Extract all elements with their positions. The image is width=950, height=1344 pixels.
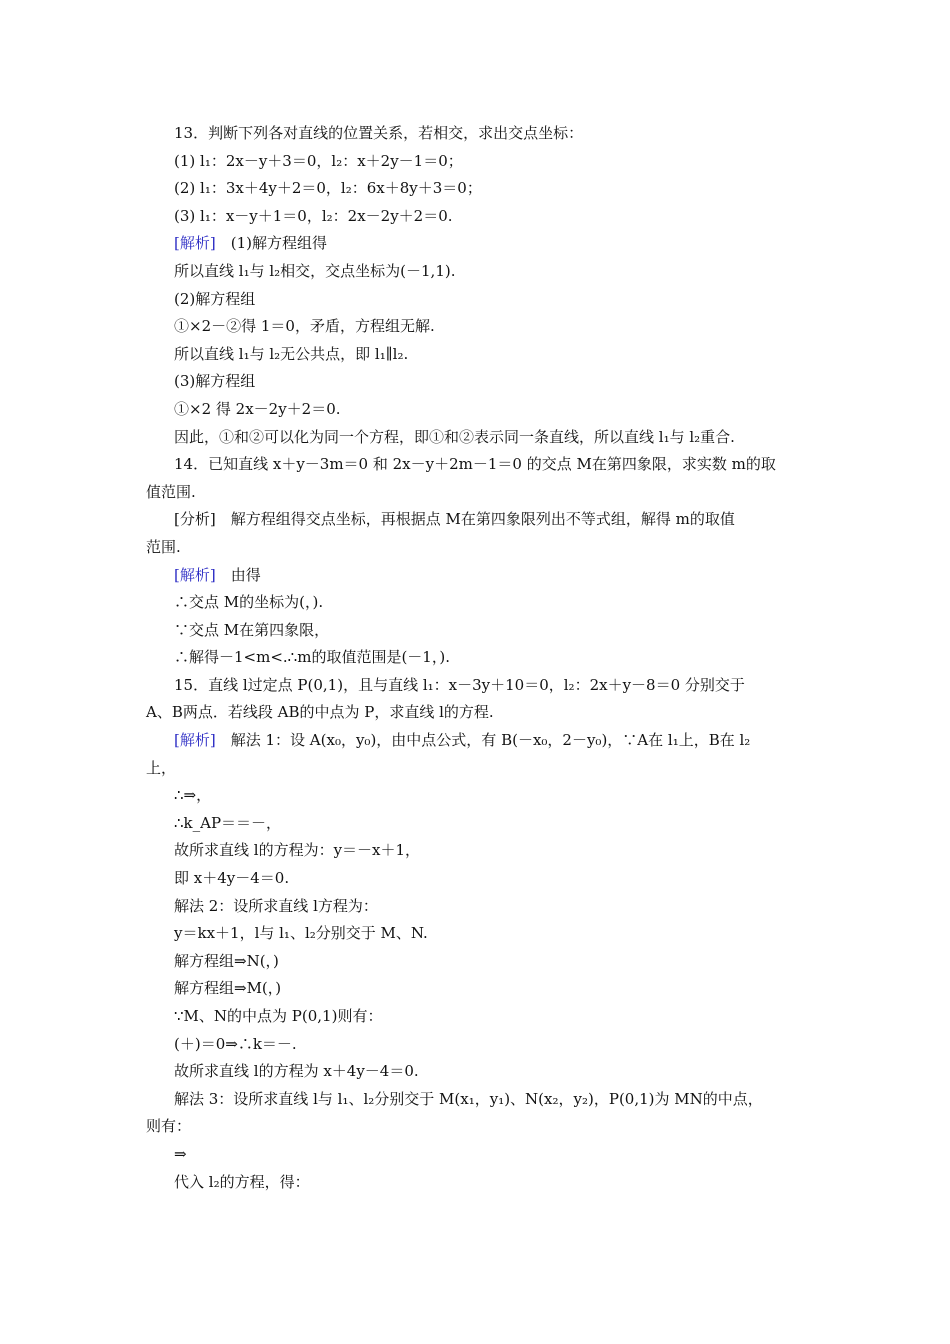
line-text: 故所求直线 l的方程为 x＋4y－4＝0. [174,1062,419,1081]
line-text: 解法 2：设所求直线 l方程为： [174,896,378,915]
text-line [146,286,812,314]
line-text: ①×2－②得 1＝0，矛盾，方程组无解. [174,317,435,336]
text-line [146,617,812,645]
line-text: ∴解得－1<m<.∴m的取值范围是(－1，). [174,648,450,667]
line-text: 值范围. [146,482,196,501]
solution-tag: [解析] [174,731,216,750]
text-line [146,203,812,231]
text-line [146,506,812,534]
line-text: A、B两点．若线段 AB的中点为 P，求直线 l的方程. [146,703,494,722]
line-text: 解法 3：设所求直线 l与 l₁、l₂分别交于 M(x₁，y₁)、N(x₂，y₂)，P(0,1)为 MN的中点， [174,1089,763,1108]
text-line [146,313,812,341]
line-text: (1)解方程组得 [215,234,327,253]
text-line [146,865,812,893]
text-line [146,837,812,865]
text-line [146,258,812,286]
line-text: ∴交点 M的坐标为(，). [174,593,324,612]
text-line [146,782,812,810]
text-line [146,230,812,258]
line-text: (2) l₁：3x＋4y＋2＝0，l₂：6x＋8y＋3＝0； [174,179,482,198]
line-text: ∴⇒， [174,786,212,805]
text-line [146,148,812,176]
line-text: 即 x＋4y－4＝0. [174,869,290,888]
line-text: y＝kx＋1，l与 l₁、l₂分别交于 M、N. [174,924,428,943]
line-text: (2)解方程组 [174,289,256,308]
line-text: 解方程组⇒M(，) [174,979,282,998]
text-line [146,893,812,921]
line-text: 范围. [146,537,181,556]
text-line [146,1031,812,1059]
document-body [146,120,812,1196]
text-line [146,1086,812,1114]
text-line [146,975,812,1003]
text-line [146,644,812,672]
text-line [146,1003,812,1031]
text-line [146,396,812,424]
line-text: 由得 [215,565,261,584]
line-text: 故所求直线 l的方程为：y＝－x＋1， [174,841,421,860]
text-line [146,479,812,507]
line-text: 代入 l₂的方程，得： [174,1172,310,1191]
text-line [146,1058,812,1086]
text-line [146,1141,812,1169]
line-text: 上， [146,758,177,777]
line-text: 则有： [146,1117,192,1136]
text-line [146,699,812,727]
text-line [146,120,812,148]
text-line [146,727,812,755]
line-text: 13．判断下列各对直线的位置关系，若相交，求出交点坐标： [174,124,584,142]
line-text: ∴k_AP＝＝－， [174,813,282,832]
line-text: (＋)＝0⇒∴k＝－. [174,1034,297,1053]
text-line [146,1113,812,1141]
line-text: ∵交点 M在第四象限， [174,620,330,639]
line-text: ①×2 得 2x－2y＋2＝0. [174,399,341,418]
line-text: 14．已知直线 x＋y－3m＝0 和 2x－y＋2m－1＝0 的交点 M在第四象限，求实数 m的取 [174,455,776,474]
text-line [146,534,812,562]
text-line [146,562,812,590]
text-line [146,1169,812,1197]
line-text: 解方程组得交点坐标，再根据点 M在第四象限列出不等式组，解得 m的取值 [215,510,735,529]
text-line [146,948,812,976]
line-text: 所以直线 l₁与 l₂相交，交点坐标为(－1,1). [174,261,456,280]
text-line [146,451,812,479]
text-line [146,810,812,838]
solution-tag: [解析] [174,565,216,584]
text-line [146,755,812,783]
text-line [146,368,812,396]
line-text: (3)解方程组 [174,372,256,391]
text-line [146,920,812,948]
line-text: 解方程组⇒N(，) [174,951,279,970]
text-line [146,672,812,700]
line-text: 因此，①和②可以化为同一个方程，即①和②表示同一条直线，所以直线 l₁与 l₂重合. [174,427,735,446]
line-text: 所以直线 l₁与 l₂无公共点，即 l₁∥l₂. [174,344,409,363]
line-text: ⇒ [174,1144,187,1163]
text-line [146,341,812,369]
text-line [146,589,812,617]
text-line [146,424,812,452]
line-text: 解法 1：设 A(x₀，y₀)，由中点公式，有 B(－x₀，2－y₀)，∵A在 l₁上，B在 l₂ [215,731,751,750]
line-text: 15．直线 l过定点 P(0,1)，且与直线 l₁：x－3y＋10＝0，l₂：2x＋y－8＝0 分别交于 [174,675,745,694]
analysis-tag: [分析] [174,510,216,529]
solution-tag: [解析] [174,234,216,253]
line-text: ∵M、N的中点为 P(0,1)则有： [174,1007,383,1025]
text-line [146,175,812,203]
line-text: (1) l₁：2x－y＋3＝0，l₂：x＋2y－1＝0； [174,151,463,170]
line-text: (3) l₁：x－y＋1＝0，l₂：2x－2y＋2＝0. [174,206,453,225]
